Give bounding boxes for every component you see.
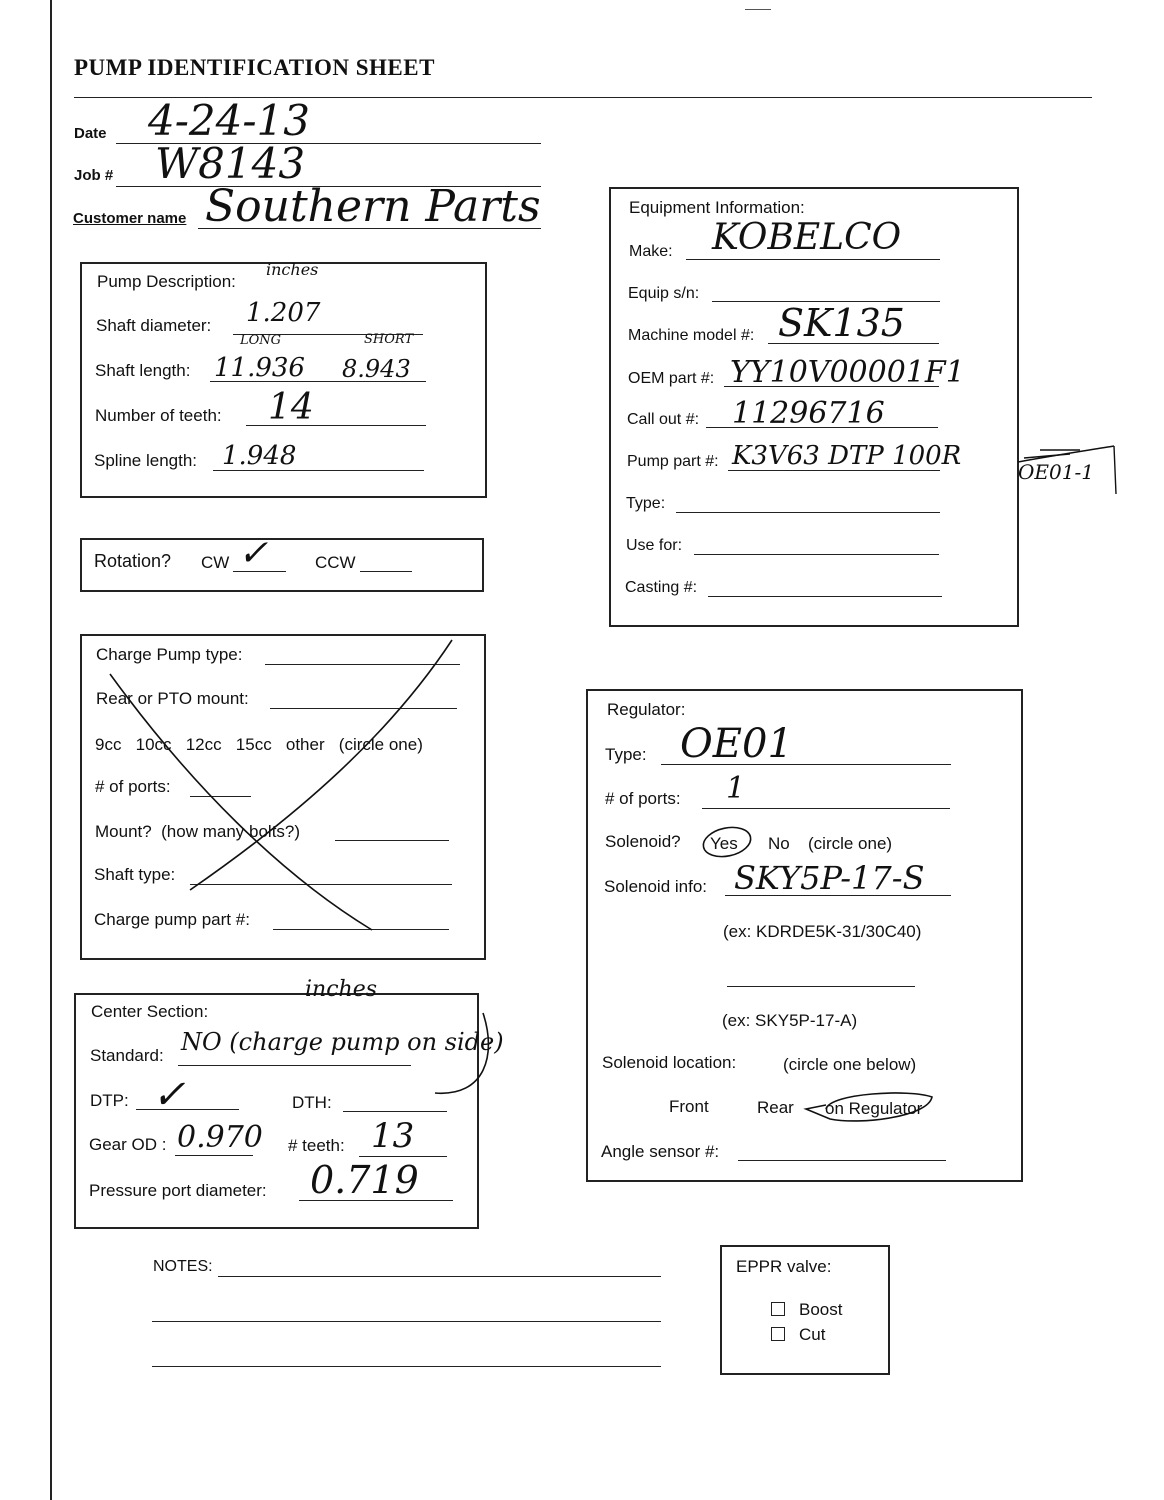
on-regulator-circle <box>800 1087 940 1129</box>
cut-checkbox[interactable] <box>771 1327 785 1341</box>
eppr-heading: EPPR valve: <box>736 1257 832 1276</box>
standard-label: Standard: <box>90 1046 164 1065</box>
standard-bracket <box>405 1005 500 1100</box>
dth-line <box>343 1111 447 1112</box>
pump-part-value[interactable]: K3V63 DTP 100R <box>732 441 962 471</box>
page-top-mark <box>745 9 771 10</box>
cw-mark[interactable]: ✓ <box>238 533 269 574</box>
regulator-ports-value[interactable]: 1 <box>726 771 746 806</box>
center-section-heading: Center Section: <box>91 1002 209 1021</box>
solenoid-no[interactable]: No <box>768 834 790 853</box>
location-front[interactable]: Front <box>669 1097 709 1116</box>
pump-description-note: inches <box>266 260 319 279</box>
use-for-line <box>694 554 939 555</box>
notes-label: NOTES: <box>153 1258 213 1275</box>
rotation-label <box>94 551 171 571</box>
charge-pump-ports-label: # of ports: <box>95 777 171 796</box>
job-value[interactable]: W8143 <box>155 139 306 188</box>
pump-part-strike <box>1010 436 1120 496</box>
solenoid-yes[interactable]: Yes <box>710 834 738 853</box>
solenoid-example-1: (ex: KDRDE5K-31/30C40) <box>723 922 922 941</box>
standard-value[interactable]: NO (charge pump on side) <box>181 1028 504 1056</box>
regulator-ports-label: # of ports: <box>605 789 681 808</box>
solenoid-label: Solenoid? <box>605 832 681 851</box>
page-title: PUMP IDENTIFICATION SHEET <box>74 55 435 80</box>
angle-sensor-line <box>738 1160 946 1161</box>
make-label: Make: <box>629 243 673 260</box>
teeth-value[interactable]: 14 <box>268 387 314 428</box>
pressure-port-label: Pressure port diameter: <box>89 1181 267 1200</box>
gear-od-value[interactable]: 0.970 <box>177 1120 263 1155</box>
shaft-diameter-label: Shaft diameter: <box>96 316 212 335</box>
pump-part-label: Pump part #: <box>627 453 719 470</box>
spline-length-label: Spline length: <box>94 451 198 470</box>
boost-label: Boost <box>799 1300 843 1319</box>
model-label: Machine model #: <box>628 327 755 344</box>
cw-label: CW <box>201 553 230 572</box>
type-line <box>676 512 940 513</box>
charge-pump-mount-label: Rear or PTO mount: <box>96 689 249 708</box>
gear-od-label: Gear OD : <box>89 1135 167 1154</box>
short-label: SHORT <box>364 332 414 347</box>
standard-line <box>178 1065 411 1066</box>
regulator-ports-line <box>702 808 950 809</box>
regulator-type-label: Type: <box>605 745 647 764</box>
shaft-length-label: Shaft length: <box>95 361 191 380</box>
page-left-border <box>50 0 52 1500</box>
eppr-boost[interactable] <box>771 1300 842 1320</box>
solenoid-circle-one: (circle one) <box>808 834 893 853</box>
charge-pump-cross-out <box>80 634 486 960</box>
center-section-note: inches <box>305 977 378 1002</box>
regulator-type-value[interactable]: OE01 <box>680 721 793 767</box>
notes-line-1[interactable] <box>218 1276 661 1277</box>
teeth-label: Number of teeth: <box>95 406 222 425</box>
ccw-label: CCW <box>315 553 356 572</box>
callout-value[interactable]: 11296716 <box>732 396 885 431</box>
charge-pump-bolts-label: Mount? (how many bolts?) <box>95 822 301 841</box>
shaft-length-long[interactable]: 11.936 <box>214 353 305 383</box>
yes-circle <box>700 822 756 862</box>
callout-label: Call out #: <box>627 411 700 428</box>
center-teeth-value[interactable]: 13 <box>371 1116 415 1156</box>
boost-checkbox[interactable] <box>771 1302 785 1316</box>
pump-description-heading: Pump Description: <box>97 272 236 291</box>
model-value[interactable]: SK135 <box>778 301 905 345</box>
center-teeth-line <box>359 1156 447 1157</box>
use-for-label: Use for: <box>626 537 683 554</box>
job-label: Job # <box>74 167 114 184</box>
casting-line <box>708 596 942 597</box>
type-label: Type: <box>626 495 666 512</box>
customer-label: Customer name <box>73 210 187 227</box>
oem-label: OEM part #: <box>628 370 715 387</box>
notes-line-3[interactable] <box>152 1366 661 1367</box>
rotation-question: Rotation? <box>94 551 172 571</box>
pump-part-suffix[interactable]: OE01-1 <box>1018 460 1094 484</box>
ccw-line <box>360 571 412 572</box>
cut-label: Cut <box>799 1325 826 1344</box>
eppr-cut[interactable] <box>771 1325 825 1345</box>
solenoid-info-value[interactable]: SKY5P-17-S <box>734 859 925 897</box>
make-line <box>686 259 940 260</box>
shaft-length-short[interactable]: 8.943 <box>342 355 411 383</box>
customer-value[interactable]: Southern Parts <box>205 181 541 232</box>
solenoid-example-2: (ex: SKY5P-17-A) <box>722 1011 858 1030</box>
charge-pump-type-label: Charge Pump type: <box>96 645 243 664</box>
charge-pump-part-label: Charge pump part #: <box>94 910 250 929</box>
equipment-heading: Equipment Information: <box>629 198 805 217</box>
dtp-mark[interactable]: ✓ <box>152 1072 186 1118</box>
long-label: LONG <box>240 333 282 348</box>
spline-length-value[interactable]: 1.948 <box>222 441 297 471</box>
charge-pump-shaft-label: Shaft type: <box>94 865 176 884</box>
serial-label: Equip s/n: <box>628 285 700 302</box>
charge-pump-options: 9cc 10cc 12cc 15cc other (circle one) <box>95 735 423 754</box>
regulator-heading: Regulator: <box>607 700 686 719</box>
notes-line-2[interactable] <box>152 1321 661 1322</box>
date-label: Date <box>74 125 107 142</box>
dtp-label: DTP: <box>90 1091 129 1110</box>
date-value[interactable]: 4-24-13 <box>148 96 310 145</box>
make-value[interactable]: KOBELCO <box>712 217 902 258</box>
pressure-port-value[interactable]: 0.719 <box>310 1158 419 1202</box>
solenoid-location-label: Solenoid location: <box>602 1053 737 1072</box>
solenoid-extra-line <box>727 986 915 987</box>
location-rear[interactable]: Rear <box>757 1098 794 1117</box>
gear-od-line <box>175 1155 253 1156</box>
center-teeth-label: # teeth: <box>288 1136 345 1155</box>
solenoid-info-label: Solenoid info: <box>604 877 708 896</box>
dth-label: DTH: <box>292 1093 332 1112</box>
location-on-regulator[interactable]: on Regulator <box>825 1099 923 1118</box>
oem-value[interactable]: YY10V00001F1 <box>730 355 965 390</box>
casting-label: Casting #: <box>625 579 698 596</box>
shaft-diameter-value[interactable]: 1.207 <box>246 298 321 328</box>
solenoid-location-circle-below: (circle one below) <box>783 1055 917 1074</box>
angle-sensor-label: Angle sensor #: <box>601 1142 720 1161</box>
